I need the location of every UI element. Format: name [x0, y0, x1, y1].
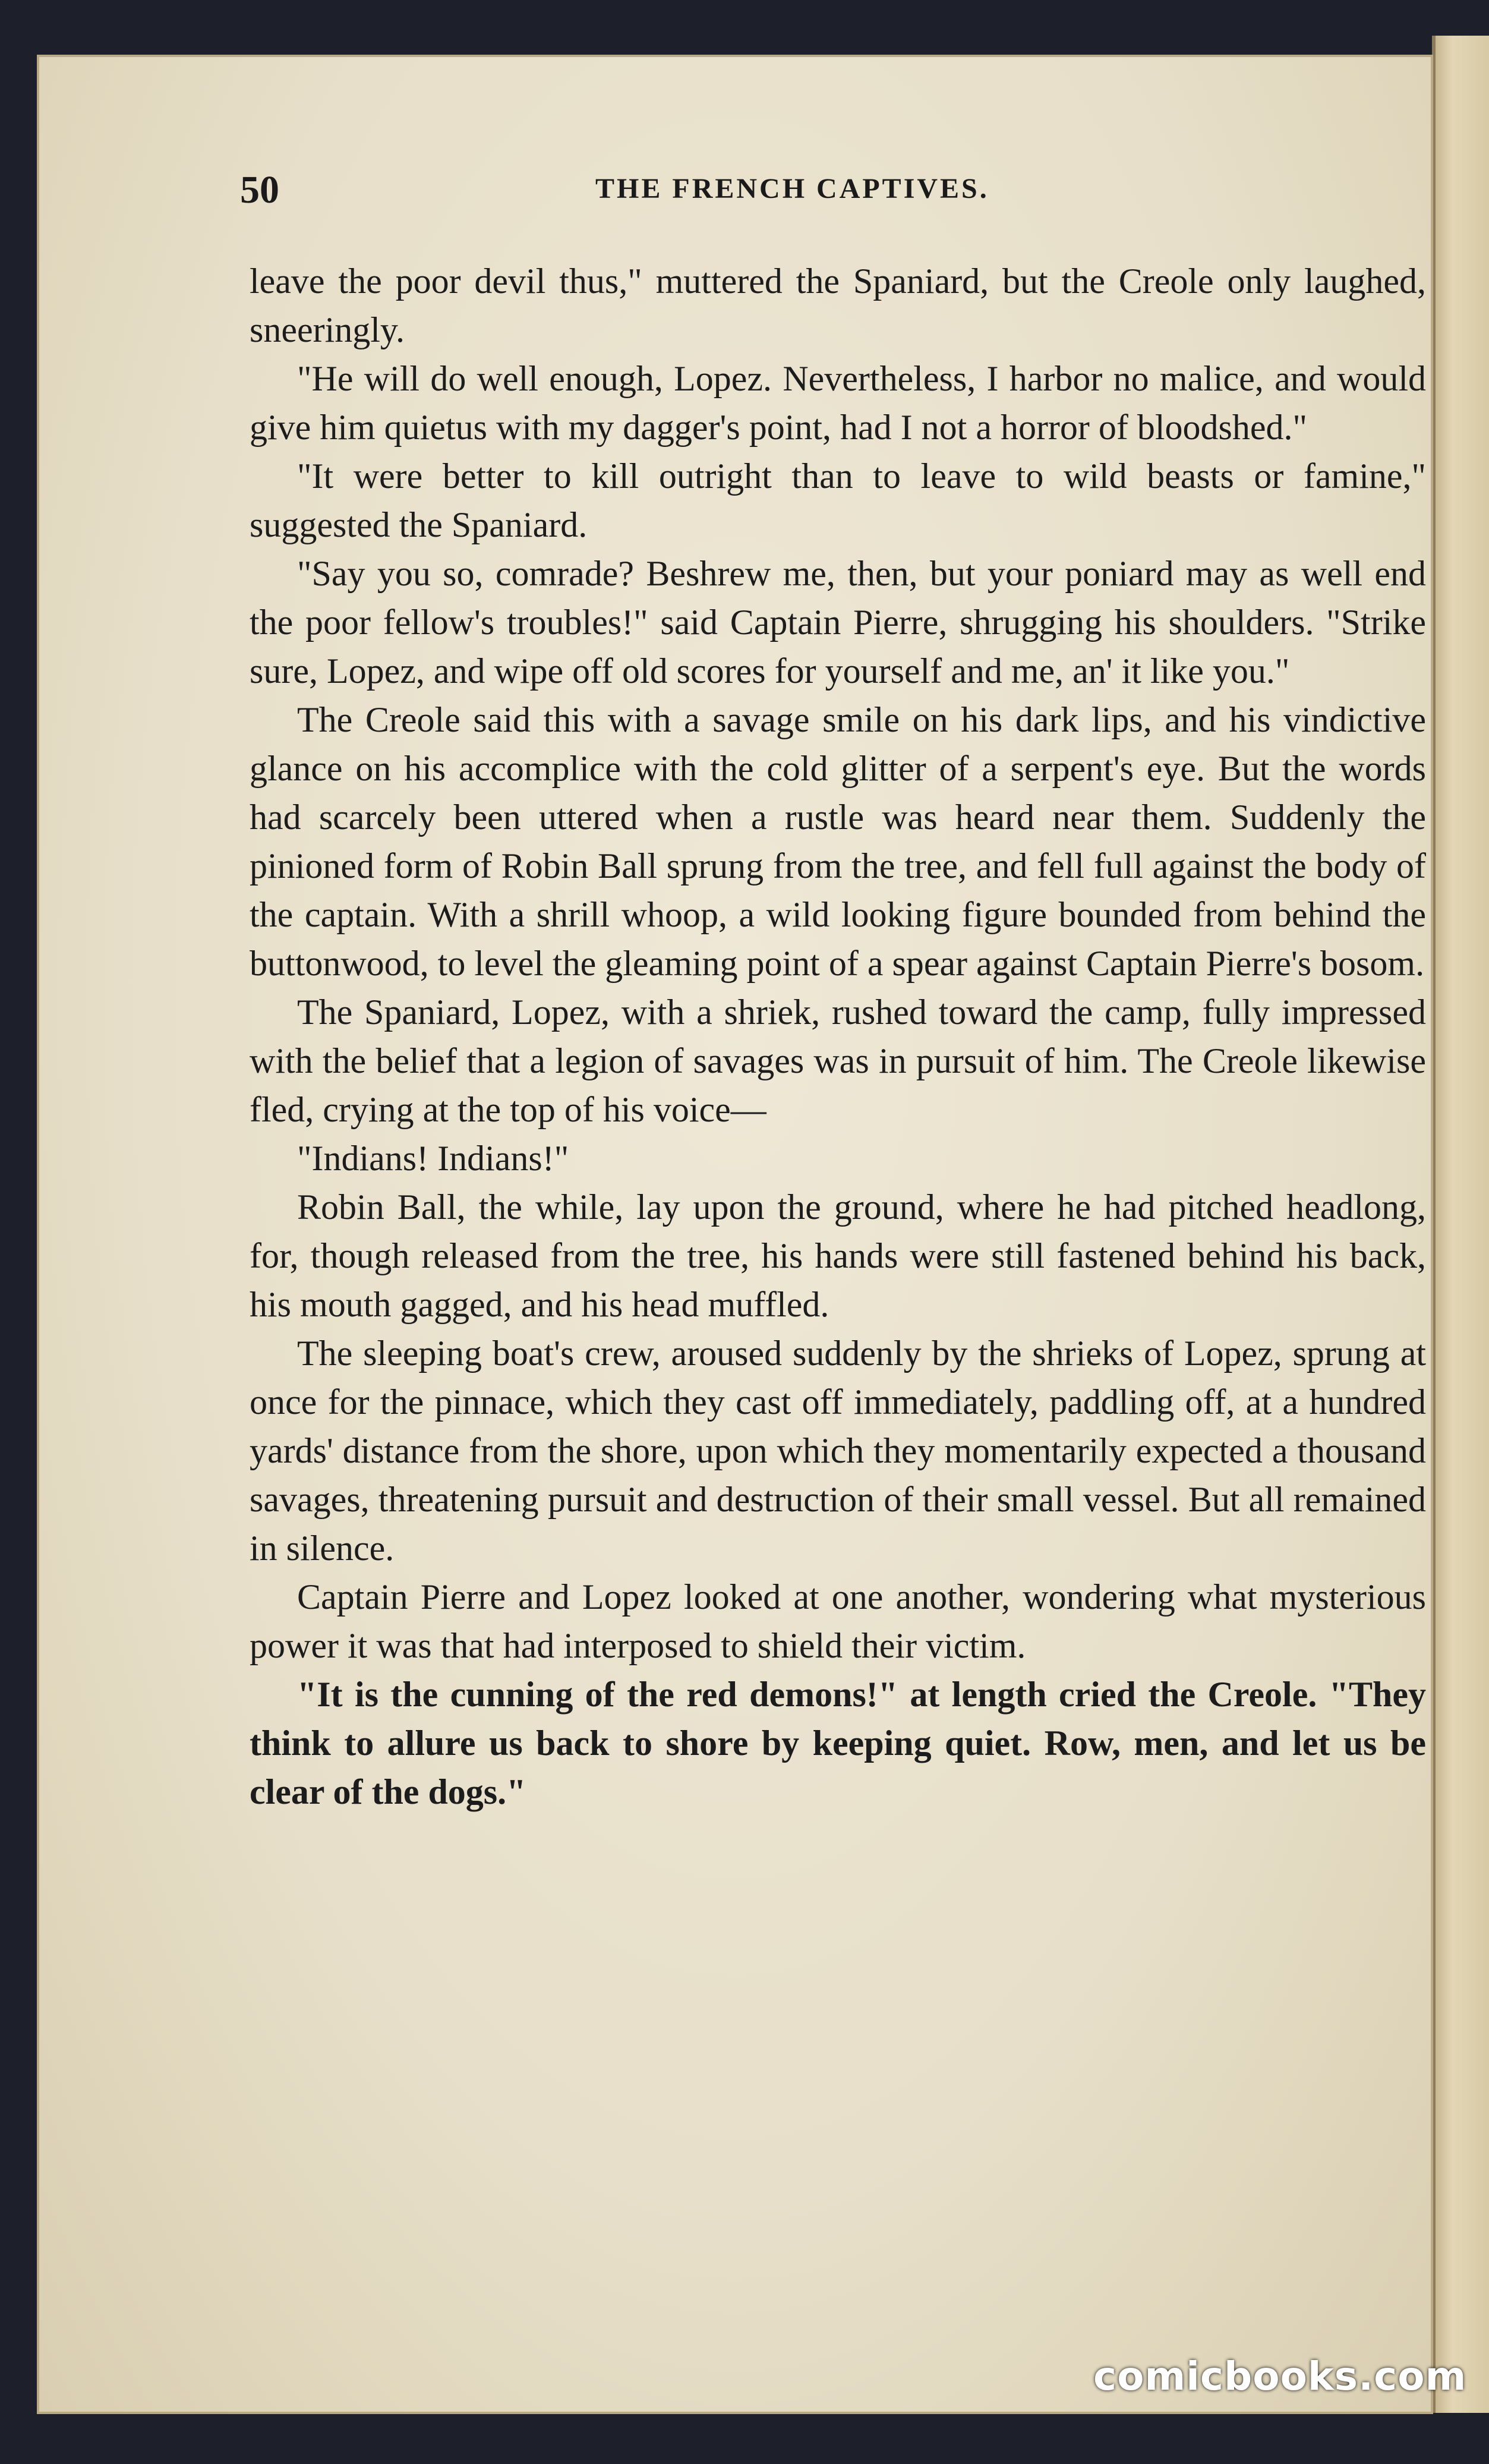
paragraph: leave the poor devil thus," muttered the Spaniard, but the Creole only laughed, sneeringly.: [250, 261, 1426, 349]
page-header: [37, 168, 1433, 215]
paragraph: The Creole said this with a savage smile on his dark lips, and his vindictive glance on his accomplice with the cold glitter of a serpent's eye. But the words had scarcely been uttered when a rustle was heard near them. Suddenly the pinioned form of Robin Ball sprung from the tree, and fell full against the body of the captain. With a shrill whoop, a wild looking figure bounded from behind the buttonwood, to level the gleaming point of a spear against Captain Pierre's bosom.: [250, 700, 1426, 983]
paragraph: "Indians! Indians!": [297, 1139, 569, 1178]
paragraph: Robin Ball, the while, lay upon the ground, where he had pitched headlong, for, though released from the tree, his hands were still fastened behind his back, his mouth gagged, and his head muffled.: [250, 1187, 1426, 1324]
paragraph: The Spaniard, Lopez, with a shriek, rushed toward the camp, fully impressed with the belief that a legion of savages was in pursuit of him. The Creole likewise fled, crying at the top of his voice—: [250, 992, 1426, 1129]
paragraph: The sleeping boat's crew, aroused suddenly by the shrieks of Lopez, sprung at once for the pinnace, which they cast off immediately, paddling off, at a hundred yards' distance from the shore, upon which they momentarily expected a thousand savages, threatening pursuit and destruction of their small vessel. But all remained in silence.: [250, 1334, 1426, 1568]
paragraph: "It were better to kill outright than to leave to wild beasts or famine," suggested the Spaniard.: [250, 456, 1426, 544]
paragraph: "He will do well enough, Lopez. Nevertheless, I harbor no malice, and would give him quietus with my dagger's point, had I not a horror of bloodshed.": [250, 359, 1426, 447]
adjacent-page-edge: [1432, 36, 1489, 2413]
body-text: [250, 257, 1426, 1816]
running-title: THE FRENCH CAPTIVES.: [595, 173, 989, 204]
book-page: [37, 55, 1433, 2414]
paragraph: "Say you so, comrade? Beshrew me, then, but your poniard may as well end the poor fellow's troubles!" said Captain Pierre, shrugging his shoulders. "Strike sure, Lopez, and wipe off old scores for yourself and me, an' it like you.": [250, 554, 1426, 691]
watermark: comicbooks.com: [1093, 2353, 1467, 2399]
page-number: 50: [240, 168, 279, 212]
paragraph: "It is the cunning of the red demons!" at length cried the Creole. "They think to allure us back to shore by keeping quiet. Row, men, and let us be clear of the dogs.": [250, 1675, 1426, 1811]
paragraph: Captain Pierre and Lopez looked at one another, wondering what mysterious power it was that had interposed to shield their victim.: [250, 1577, 1426, 1665]
